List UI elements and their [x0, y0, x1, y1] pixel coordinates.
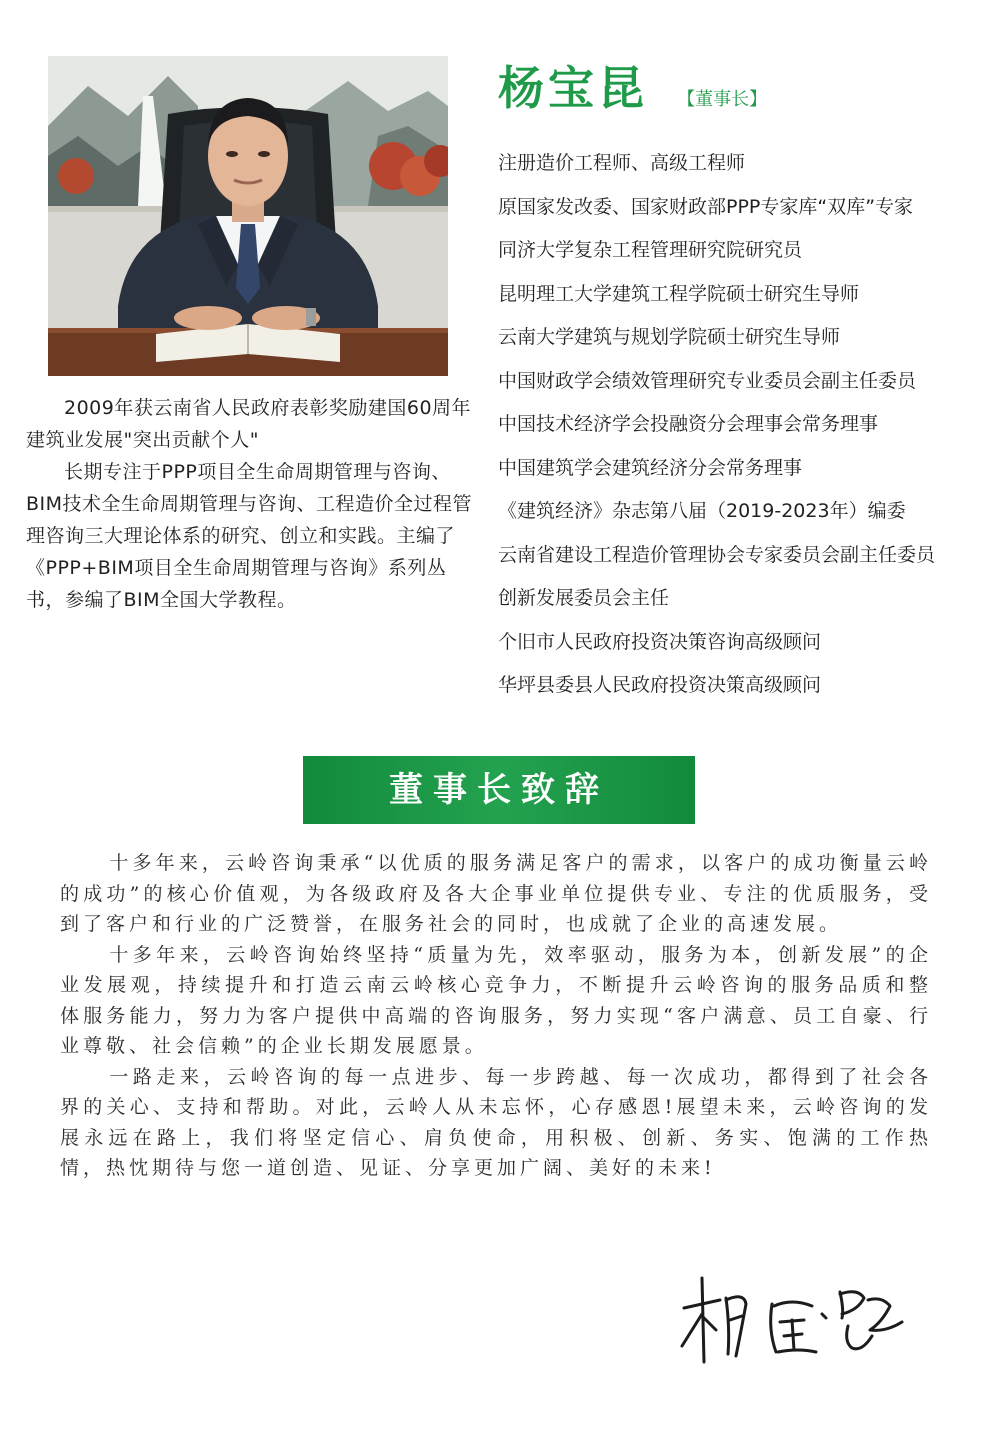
bio-paragraph-focus: 长期专注于PPP项目全生命周期管理与咨询、BIM技术全生命周期管理与咨询、工程造价全过程管理咨询三大理论体系的研究、创立和实践。主编了《PPP+BIM项目全生命周期管理与咨询》系列丛书，参编了BIM全国大学教程。	[26, 461, 473, 611]
title-item: 中国建筑学会建筑经济分会常务理事	[498, 456, 803, 479]
title-item: 云南大学建筑与规划学院硕士研究生导师	[498, 326, 841, 348]
signature-drawing	[672, 1270, 912, 1370]
portrait-photo	[48, 56, 448, 376]
profile-header	[498, 56, 767, 120]
person-name: 杨宝昆	[498, 61, 648, 115]
title-item: 注册造价工程师、高级工程师	[498, 152, 746, 174]
chairman-speech-banner: 董事长致辞	[303, 756, 695, 824]
title-item: 中国技术经济学会投融资分会理事会常务理事	[498, 413, 879, 435]
titles-list	[498, 142, 998, 708]
speech-paragraph: 十多年来，云岭咨询秉承“以优质的服务满足客户的需求，以客户的成功衡量云岭的成功”的核心价值观，为各级政府及各大企事业单位提供专业、专注的优质服务，受到了客户和行业的广泛赞誉，在服务社会的同时，也成就了企业的高速发展。	[60, 852, 932, 935]
title-item: 中国财政学会绩效管理研究专业委员会副主任委员	[498, 369, 917, 392]
bio-paragraph-award: 2009年获云南省人民政府表彰奖励建国60周年建筑业发展"突出贡献个人"	[26, 397, 472, 451]
speech-paragraph: 十多年来，云岭咨询始终坚持“质量为先，效率驱动，服务为本，创新发展”的企业发展观，持续提升和打造云南云岭核心竞争力，不断提升云岭咨询的服务品质和整体服务能力，努力为客户提供中高端的咨询服务，努力实现“客户满意、员工自豪、行业尊敬、社会信赖”的企业长期发展愿景。	[60, 943, 932, 1057]
title-item: 昆明理工大学建筑工程学院硕士研究生导师	[498, 282, 860, 305]
title-item: 个旧市人民政府投资决策咨询高级顾问	[498, 630, 822, 653]
portrait-illustration	[48, 56, 448, 376]
title-item: 原国家发改委、国家财政部PPP专家库“双库”专家	[498, 195, 914, 218]
bio-section	[26, 392, 478, 616]
title-item: 华坪县委县人民政府投资决策高级顾问	[498, 674, 822, 696]
title-item: 同济大学复杂工程管理研究院研究员	[498, 239, 803, 261]
title-item: 云南省建设工程造价管理协会专家委员会副主任委员	[498, 543, 936, 566]
signature	[672, 1270, 912, 1370]
person-role: 【董事长】	[677, 89, 768, 110]
title-item: 《建筑经济》杂志第八届（2019-2023年）编委	[498, 500, 906, 522]
title-item: 创新发展委员会主任	[498, 587, 670, 609]
speech-paragraph: 一路走来，云岭咨询的每一点进步、每一步跨越、每一次成功，都得到了社会各界的关心、支持和帮助。对此，云岭人从未忘怀，心存感恩!展望未来，云岭咨询的发展永远在路上，我们将坚定信心、肩负使命，用积极、创新、务实、饱满的工作热情，热忱期待与您一道创造、见证、分享更加广阔、美好的未来!	[60, 1065, 932, 1179]
chairman-speech	[60, 848, 932, 1184]
